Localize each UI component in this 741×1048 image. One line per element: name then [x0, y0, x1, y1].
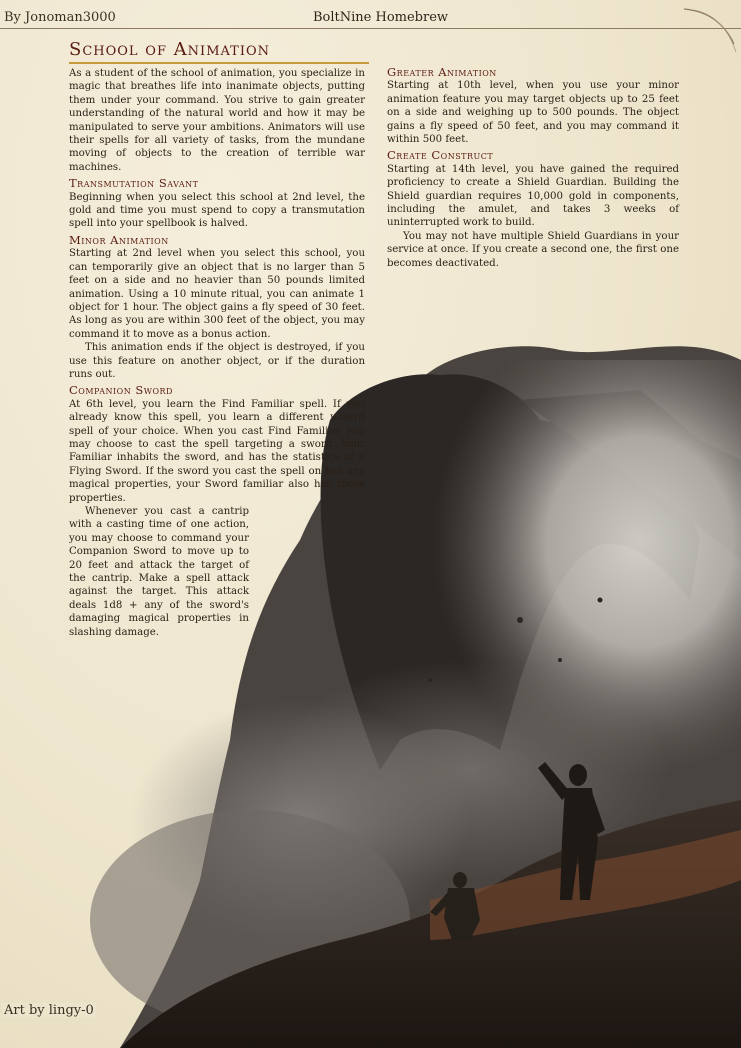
create-construct-text-2: You may not have multiple Shield Guardians in your service at once. If you create a second one, the first one becomes deactivated. — [387, 230, 679, 269]
companion-sword-text-2: Whenever you cast a cantrip with a casting time of one action, you may choose to command your Companion Sword to move up to 20 feet and attack the target of the cantrip. Make a spell attack against the target. This attack deals 1d8 + any of the sword's damaging magical properties in slashing damage. — [69, 506, 249, 638]
title-underline — [69, 62, 369, 64]
art-credit: Art by lingy-0 — [4, 1003, 94, 1018]
minor-animation-text: Starting at 2nd level when you select this school, you can temporarily give an object that is no larger than 5 feet on a side and no heavier than 50 pounds limited animation. Using a 10 minute ritual, you can animate 1 object for 1 hour. The object gains a fly speed of 30 feet. As long as you are within 300 feet of the object, you may command it to move as a bonus action. — [69, 248, 365, 340]
heading-companion-sword: Companion Sword — [69, 383, 173, 398]
author-credit: By Jonoman3000 — [4, 10, 116, 25]
heading-greater-animation: Greater Animation — [387, 65, 497, 79]
intro-paragraph: As a student of the school of animation, you specialize in magic that breathes life into inanimate objects, putting them under your command. You strive to gain greater understanding of the natural world and how it may be manipulated to serve your ambitions. Animators will use their spells for all variety of tasks, from the mundane moving of objects to the creation of terrible war machines. — [69, 68, 365, 173]
greater-animation-text: Starting at 10th level, when you use your minor animation feature you may target objects up to 25 feet on a side and weighing up to 500 pounds. The object gains a fly speed of 50 feet, and you may command it within 500 feet. — [387, 80, 679, 146]
heading-create-construct: Create Construct — [387, 148, 494, 163]
heading-transmutation-savant: Transmutation Savant — [69, 176, 199, 191]
create-construct-text: Starting at 14th level, you have gained the required proficiency to create a Shield Guardian. Building the Shield guardian requires 10,000 gold in components, including the amulet, and takes 3 weeks of uninterrupted work to build. — [387, 163, 679, 229]
left-column — [69, 67, 365, 639]
section-title: School of Animation — [69, 39, 271, 60]
minor-animation-text-2: This animation ends if the object is destroyed, if you use this feature on another object, or if the duration runs out. — [69, 342, 365, 380]
document-title: BoltNine Homebrew — [313, 10, 449, 25]
companion-sword-text: At 6th level, you learn the Find Familiar spell. If you already know this spell, you learn a different wizard spell of your choice. When you cast Find Familiar, you may choose to cast the spell targeting a sword. Your Familiar inhabits the sword, and has the statistics of a Flying Sword. If the sword you cast the spell on has any magical properties, your Sword familiar also has those properties. — [69, 398, 365, 504]
corner-ornament-icon — [679, 4, 739, 64]
transmutation-savant-text: Beginning when you select this school at 2nd level, the gold and time you must spend to copy a transmutation spell into your spellbook is halved. — [69, 191, 365, 230]
right-column — [387, 63, 679, 270]
heading-minor-animation: Minor Animation — [69, 232, 169, 247]
header-rule — [0, 28, 741, 29]
